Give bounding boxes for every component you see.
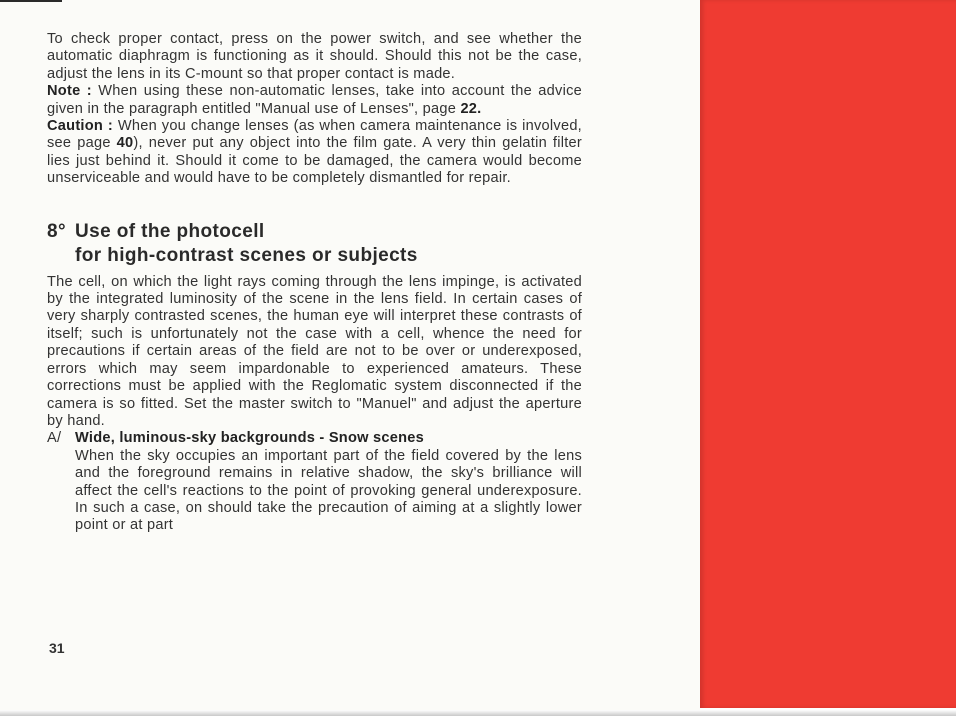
section-title-line2: for high-contrast scenes or subjects: [75, 244, 418, 266]
caution-text-after: ), never put any object into the film gate. A very thin gelatin filter lies just behind it. Should it come to be damaged, the camera would become unserviceable and would have to be completely dismantled for repair.: [47, 135, 582, 187]
intro-paragraph: To check proper contact, press on the power switch, and see whether the automatic diaphragm is functioning as it should. Should this not be the case, adjust the lens in its C-mount so that proper contact is made.: [47, 31, 582, 82]
section-title-line1: Use of the photocell: [75, 220, 265, 242]
caution-paragraph: [47, 118, 582, 188]
note-paragraph: [47, 83, 582, 118]
section-number: 8°: [47, 220, 66, 242]
subsection-heading: [47, 430, 582, 447]
note-page-ref: 22.: [460, 100, 482, 117]
caution-label: Caution :: [47, 118, 113, 135]
subsection-letter: A/: [47, 430, 62, 447]
subsection-body: When the sky occupies an important part of the field covered by the lens and the foreground remains in relative shadow, the sky's brilliance will affect the cell's reactions to the point of provoking general underexposure. In such a case, on should take the precaution of aiming at a slightly lower point or at part: [75, 447, 582, 534]
top-rule: [0, 0, 62, 2]
page-number: 31: [49, 640, 65, 656]
subsection-title: Wide, luminous-sky backgrounds - Snow scenes: [75, 430, 425, 447]
caution-text-before: When you change lenses (as when camera maintenance is involved, see page: [47, 118, 582, 152]
red-cover-panel: [700, 0, 956, 708]
section-heading: [47, 220, 582, 268]
bottom-edge-shadow: [0, 710, 956, 716]
section-body: The cell, on which the light rays coming through the lens impinge, is activated by the integrated luminosity of the scene in the lens field. In certain cases of very sharply contrasted scenes, the human eye will interpret these contrasts of itself; such is unfortunately not the case with a cell, whence the need for precautions if certain areas of the field are not to be over or underexposed, errors which may seem impardonable to experienced amateurs. These corrections must be applied with the Reglomatic system disconnected if the camera is so fitted. Set the master switch to "Manuel" and adjust the aperture by hand.: [47, 273, 582, 429]
note-label: Note :: [47, 83, 92, 100]
note-text: When using these non-automatic lenses, take into account the advice given in the paragraph entitled "Manual use of Lenses", page: [47, 83, 582, 117]
page-text: [47, 31, 582, 535]
caution-page-ref: 40: [116, 135, 134, 152]
